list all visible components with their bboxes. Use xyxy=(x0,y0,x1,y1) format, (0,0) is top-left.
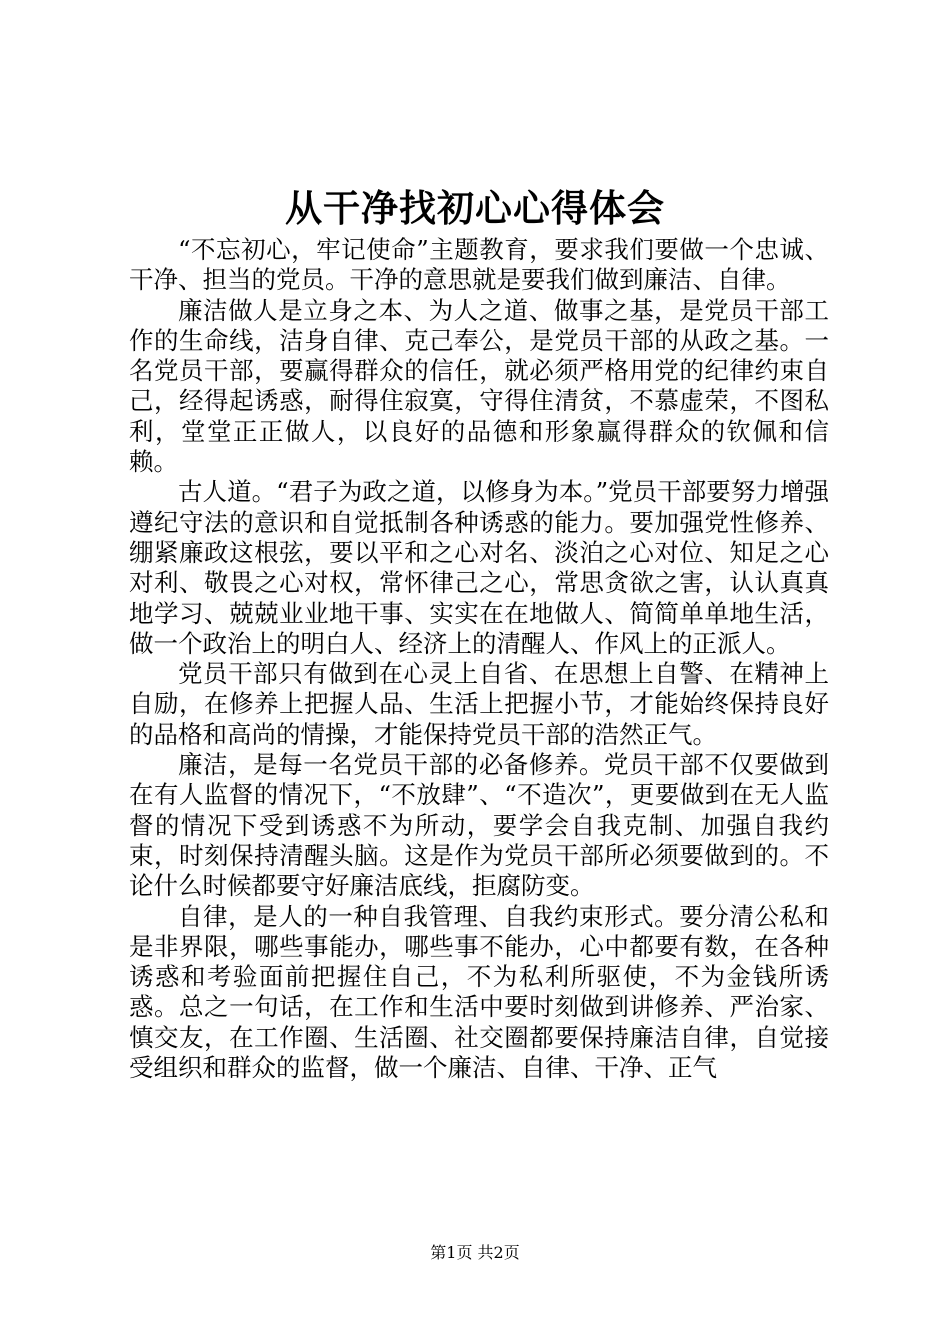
page-number-footer: 第1页 共2页 xyxy=(430,1243,520,1262)
document-title: 从干净找初心心得体会 xyxy=(285,186,665,230)
paragraph: 古人道。“君子为政之道，以修身为本。”党员干部要努力增强遵纪守法的意识和自觉抵制各种诱惑的能力。要加强党性修养、绷紧廉政这根弦，要以平和之心对名、淡泊之心对位、知足之心对利、敬畏之心对权，常怀律己之心，常思贪欲之害，认认真真地学习、兢兢业业地干事、实实在在地做人、简简单单地生活，做一个政治上的明白人、经济上的清醒人、作风上的正派人。 xyxy=(129,477,829,658)
paragraph: 自律，是人的一种自我管理、自我约束形式。要分清公私和是非界限，哪些事能办，哪些事不能办，心中都要有数，在各种诱惑和考验面前把握住自己，不为私利所驱使，不为金钱所诱惑。总之一句话，在工作和生活中要时刻做到讲修养、严治家、慎交友，在工作圈、生活圈、社交圈都要保持廉洁自律，自觉接受组织和群众的监督，做一个廉洁、自律、干净、正气 xyxy=(129,901,829,1083)
document-body xyxy=(129,235,829,1083)
paragraph: 廉洁，是每一名党员干部的必备修养。党员干部不仅要做到在有人监督的情况下，“不放肆”、“不造次”，更要做到在无人监督的情况下受到诱惑不为所动，要学会自我克制、加强自我约束，时刻保持清醒头脑。这是作为党员干部所必须要做到的。不论什么时候都要守好廉洁底线，拒腐防变。 xyxy=(129,750,829,901)
paragraph: “不忘初心，牢记使命”主题教育，要求我们要做一个忠诚、干净、担当的党员。干净的意思就是要我们做到廉洁、自律。 xyxy=(129,235,829,295)
paragraph: 党员干部只有做到在心灵上自省、在思想上自警、在精神上自励，在修养上把握人品、生活上把握小节，才能始终保持良好的品格和高尚的情操，才能保持党员干部的浩然正气。 xyxy=(129,659,829,749)
paragraph: 廉洁做人是立身之本、为人之道、做事之基，是党员干部工作的生命线，洁身自律、克己奉公，是党员干部的从政之基。一名党员干部，要赢得群众的信任，就必须严格用党的纪律约束自己，经得起诱惑，耐得住寂寞，守得住清贫，不慕虚荣，不图私利，堂堂正正做人，以良好的品德和形象赢得群众的钦佩和信赖。 xyxy=(129,295,829,477)
